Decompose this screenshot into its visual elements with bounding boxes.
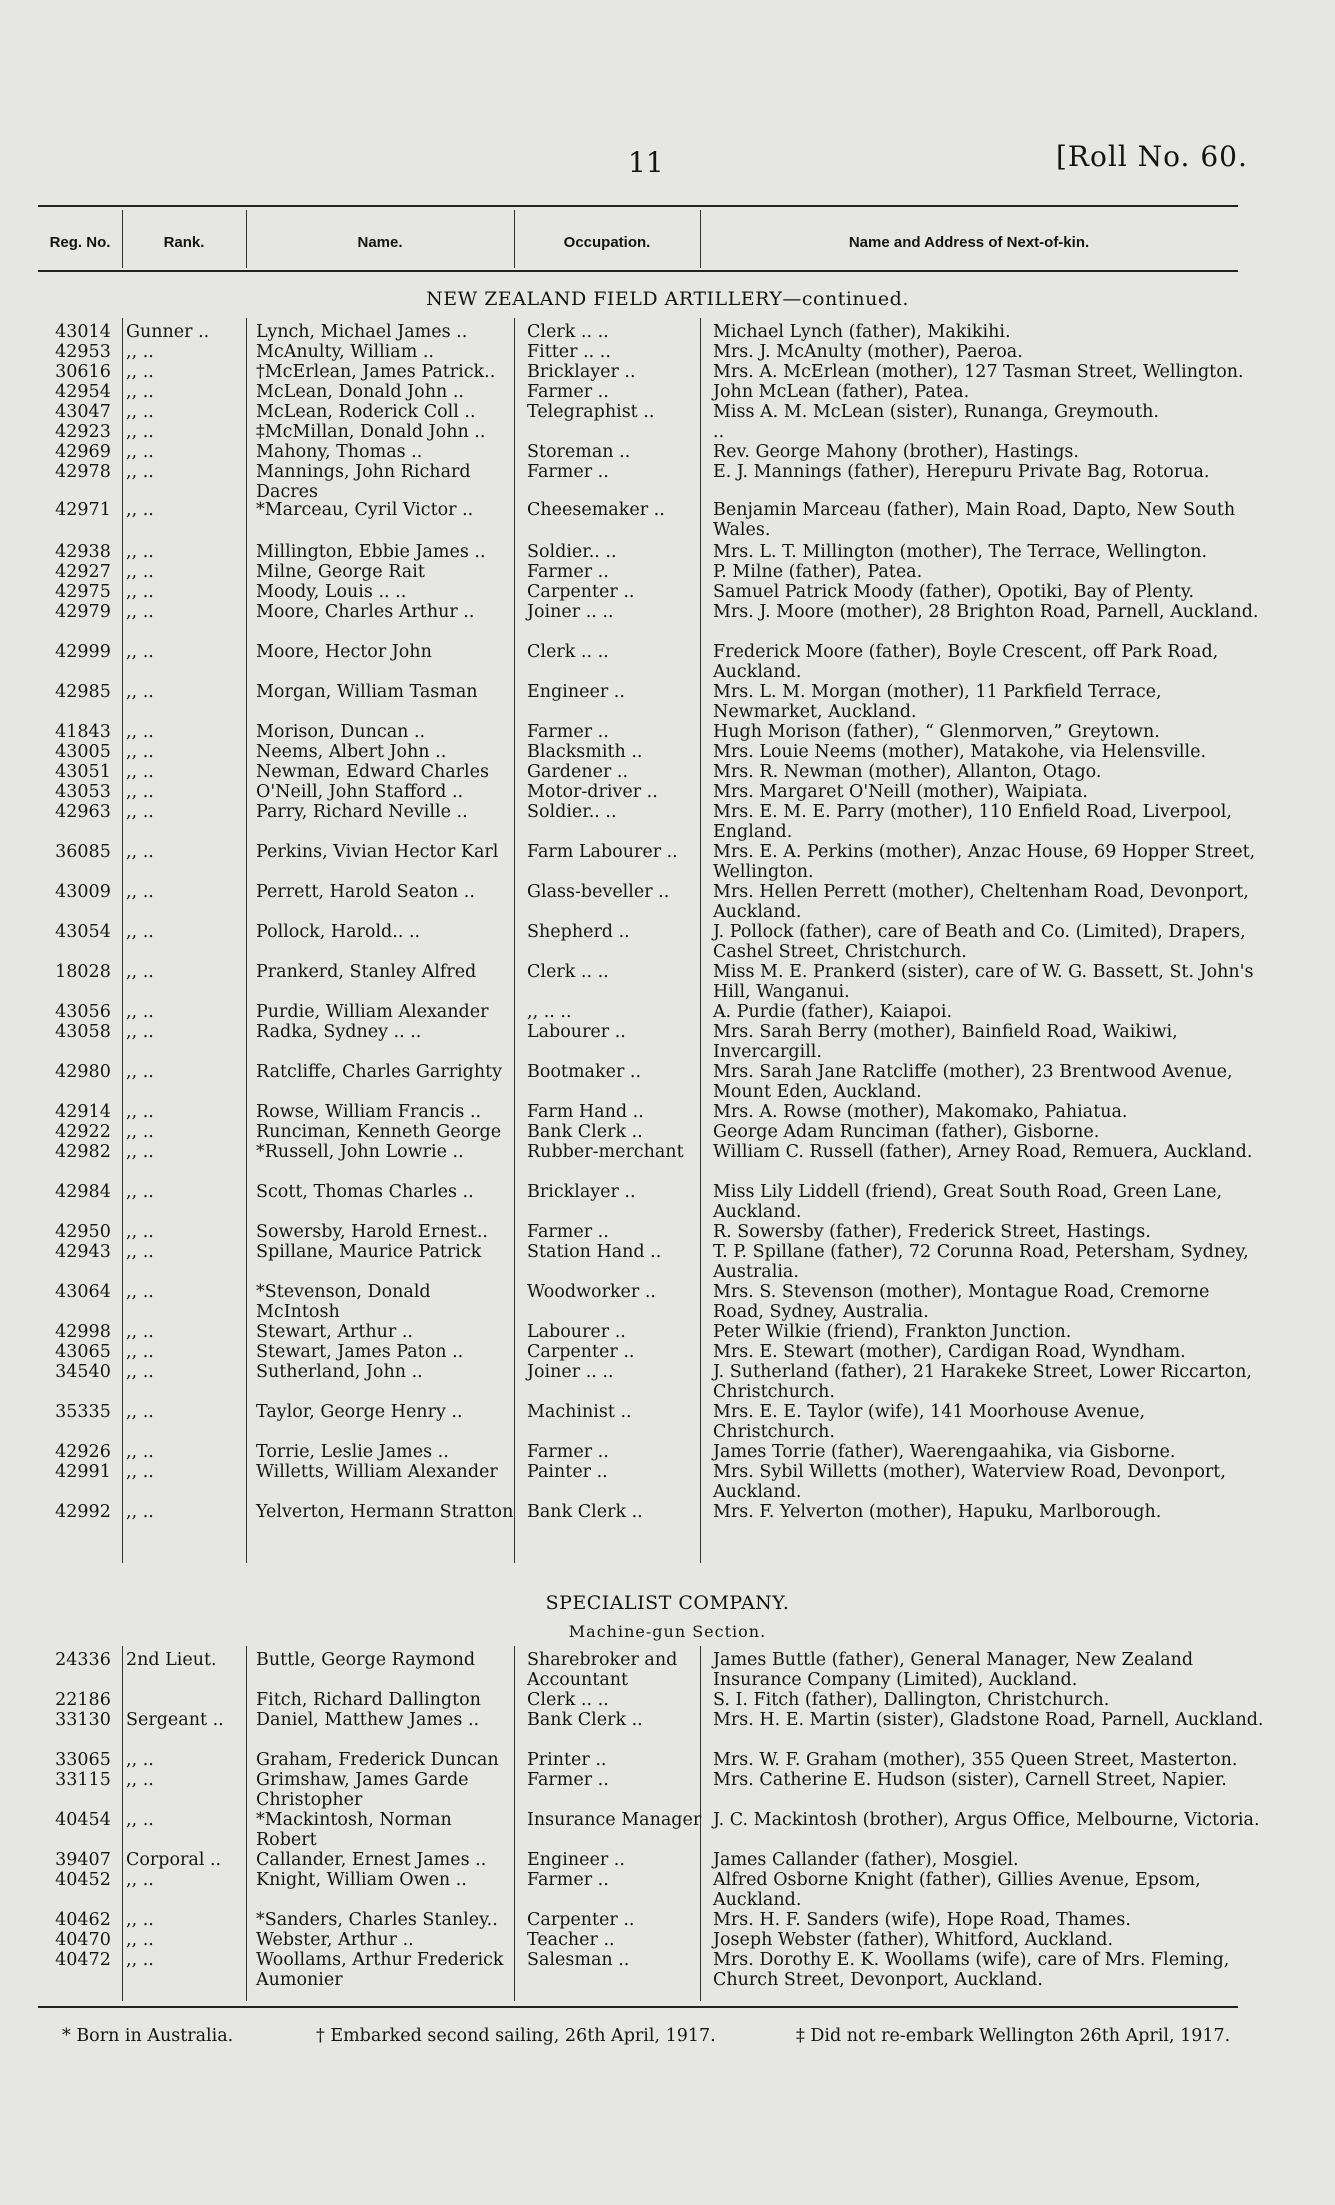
name-cell: Daniel, Matthew James .. (256, 1710, 480, 1730)
reg-number-cell: 42914 (55, 1102, 111, 1122)
reg-number-cell: 35335 (55, 1402, 111, 1422)
reg-number-cell: 42991 (55, 1462, 111, 1482)
occupation-cell: Soldier.. .. (527, 542, 617, 562)
reg-number-cell: 40470 (55, 1930, 111, 1950)
name-cell: †McErlean, James Patrick.. (256, 362, 496, 382)
rank-cell: ,, .. (126, 1870, 154, 1890)
rank-cell: ,, .. (126, 642, 154, 662)
column-divider (122, 318, 123, 1563)
name-cell: Moore, Charles Arthur .. (256, 602, 475, 622)
next-of-kin-cell: Mrs. L. M. Morgan (mother), 11 Parkfield Terrace, Newmarket, Auckland. (713, 682, 1162, 722)
name-cell: Milne, George Rait (256, 562, 425, 582)
next-of-kin-cell: Miss Lily Liddell (friend), Great South Road, Green Lane, Auckland. (713, 1182, 1223, 1222)
occupation-cell: Storeman .. (527, 442, 631, 462)
reg-number-cell: 43064 (55, 1282, 111, 1302)
occupation-cell: Labourer .. (527, 1322, 626, 1342)
section-heading-nzfa: NEW ZEALAND FIELD ARTILLERY—continued. (426, 288, 909, 310)
next-of-kin-cell: Benjamin Marceau (father), Main Road, Dapto, New South Wales. (713, 500, 1236, 540)
occupation-cell: Station Hand .. (527, 1242, 662, 1262)
occupation-cell: Printer .. (527, 1750, 607, 1770)
occupation-cell: Woodworker .. (527, 1282, 656, 1302)
name-cell: Taylor, George Henry .. (256, 1402, 463, 1422)
next-of-kin-cell: Michael Lynch (father), Makikihi. (713, 322, 1011, 342)
col-header-name: Name. (357, 233, 403, 251)
occupation-cell: Joiner .. .. (527, 1362, 614, 1382)
name-cell: Perkins, Vivian Hector Karl (256, 842, 499, 862)
reg-number-cell: 34540 (55, 1362, 111, 1382)
rank-cell: ,, .. (126, 1222, 154, 1242)
name-cell: *Russell, John Lowrie .. (256, 1142, 464, 1162)
column-divider (514, 210, 515, 268)
occupation-cell: Carpenter .. (527, 1342, 635, 1362)
rank-cell: ,, .. (126, 682, 154, 702)
name-cell: Moore, Hector John (256, 642, 432, 662)
column-divider (122, 210, 123, 268)
reg-number-cell: 42953 (55, 342, 111, 362)
occupation-cell: Glass-beveller .. (527, 882, 670, 902)
col-header-rank: Rank. (163, 233, 205, 251)
reg-number-cell: 43009 (55, 882, 111, 902)
next-of-kin-cell: Mrs. E. E. Taylor (wife), 141 Moorhouse Avenue, Christchurch. (713, 1402, 1146, 1442)
reg-number-cell: 42943 (55, 1242, 111, 1262)
rank-cell: ,, .. (126, 1002, 154, 1022)
reg-number-cell: 40472 (55, 1950, 111, 1970)
reg-number-cell: 33115 (55, 1770, 111, 1790)
occupation-cell: Bank Clerk .. (527, 1122, 643, 1142)
rank-cell: ,, .. (126, 1770, 154, 1790)
occupation-cell: Labourer .. (527, 1022, 626, 1042)
next-of-kin-cell: Mrs. Sarah Berry (mother), Bainfield Road, Waikiwi, Invercargill. (713, 1022, 1178, 1062)
rank-cell: ,, .. (126, 1122, 154, 1142)
reg-number-cell: 42927 (55, 562, 111, 582)
rank-cell: ,, .. (126, 542, 154, 562)
rank-cell: 2nd Lieut. (126, 1650, 217, 1670)
occupation-cell: Clerk .. .. (527, 962, 609, 982)
rank-cell: ,, .. (126, 362, 154, 382)
rank-cell: ,, .. (126, 882, 154, 902)
occupation-cell: Farmer .. (527, 382, 609, 402)
name-cell: Stewart, James Paton .. (256, 1342, 464, 1362)
rank-cell: ,, .. (126, 342, 154, 362)
reg-number-cell: 18028 (55, 962, 111, 982)
name-cell: *Stevenson, Donald McIntosh (256, 1282, 431, 1322)
rank-cell: ,, .. (126, 802, 154, 822)
occupation-cell: Bootmaker .. (527, 1062, 642, 1082)
reg-number-cell: 43051 (55, 762, 111, 782)
rank-cell: ,, .. (126, 1930, 154, 1950)
reg-number-cell: 40452 (55, 1870, 111, 1890)
name-cell: Prankerd, Stanley Alfred (256, 962, 477, 982)
rank-cell: ,, .. (126, 1810, 154, 1830)
next-of-kin-cell: Mrs. E. Stewart (mother), Cardigan Road, Wyndham. (713, 1342, 1186, 1362)
occupation-cell: Farmer .. (527, 462, 609, 482)
occupation-cell: Bank Clerk .. (527, 1502, 643, 1522)
rank-cell: ,, .. (126, 782, 154, 802)
next-of-kin-cell: A. Purdie (father), Kaiapoi. (713, 1002, 953, 1022)
next-of-kin-cell: Mrs. W. F. Graham (mother), 355 Queen Street, Masterton. (713, 1750, 1238, 1770)
name-cell: Pollock, Harold.. .. (256, 922, 421, 942)
reg-number-cell: 24336 (55, 1650, 111, 1670)
next-of-kin-cell: John McLean (father), Patea. (713, 382, 970, 402)
next-of-kin-cell: William C. Russell (father), Arney Road, Remuera, Auckland. (713, 1142, 1253, 1162)
next-of-kin-cell: Peter Wilkie (friend), Frankton Junction. (713, 1322, 1072, 1342)
name-cell: Torrie, Leslie James .. (256, 1442, 449, 1462)
next-of-kin-cell: Mrs. A. McErlean (mother), 127 Tasman Street, Wellington. (713, 362, 1244, 382)
name-cell: ‡McMillan, Donald John .. (256, 422, 486, 442)
col-header-kin: Name and Address of Next-of-kin. (848, 233, 1090, 251)
reg-number-cell: 43054 (55, 922, 111, 942)
occupation-cell: Sharebroker and Accountant (527, 1650, 678, 1690)
occupation-cell: Bricklayer .. (527, 362, 636, 382)
reg-number-cell: 36085 (55, 842, 111, 862)
rank-cell: ,, .. (126, 962, 154, 982)
column-divider (700, 210, 701, 268)
reg-number-cell: 42923 (55, 422, 111, 442)
next-of-kin-cell: Mrs. Louie Neems (mother), Matakohe, via Helensville. (713, 742, 1207, 762)
rank-cell: ,, .. (126, 842, 154, 862)
name-cell: *Marceau, Cyril Victor .. (256, 500, 474, 520)
reg-number-cell: 33130 (55, 1710, 111, 1730)
section-heading-specialist: SPECIALIST COMPANY. (545, 1592, 790, 1614)
name-cell: Purdie, William Alexander (256, 1002, 489, 1022)
next-of-kin-cell: Miss A. M. McLean (sister), Runanga, Greymouth. (713, 402, 1159, 422)
occupation-cell: Salesman .. (527, 1950, 630, 1970)
name-cell: Fitch, Richard Dallington (256, 1690, 481, 1710)
name-cell: Graham, Frederick Duncan (256, 1750, 499, 1770)
occupation-cell: ,, .. .. (527, 1002, 572, 1022)
reg-number-cell: 42985 (55, 682, 111, 702)
name-cell: Woollams, Arthur Frederick Aumonier (256, 1950, 504, 1990)
next-of-kin-cell: S. I. Fitch (father), Dallington, Christchurch. (713, 1690, 1110, 1710)
rank-cell: ,, .. (126, 1342, 154, 1362)
occupation-cell: Rubber-merchant (527, 1142, 684, 1162)
name-cell: Moody, Louis .. .. (256, 582, 407, 602)
rank-cell: ,, .. (126, 722, 154, 742)
page-number: 11 (628, 146, 664, 179)
name-cell: McAnulty, William .. (256, 342, 434, 362)
subsection-heading-machine-gun: Machine-gun Section. (568, 1622, 767, 1641)
name-cell: Runciman, Kenneth George (256, 1122, 502, 1142)
name-cell: Perrett, Harold Seaton .. (256, 882, 475, 902)
reg-number-cell: 30616 (55, 362, 111, 382)
next-of-kin-cell: Mrs. E. M. E. Parry (mother), 110 Enfield Road, Liverpool, England. (713, 802, 1232, 842)
rank-cell: ,, .. (126, 442, 154, 462)
reg-number-cell: 43065 (55, 1342, 111, 1362)
name-cell: Newman, Edward Charles (256, 762, 489, 782)
next-of-kin-cell: P. Milne (father), Patea. (713, 562, 923, 582)
next-of-kin-cell: R. Sowersby (father), Frederick Street, Hastings. (713, 1222, 1151, 1242)
next-of-kin-cell: J. Pollock (father), care of Beath and Co. (Limited), Drapers, Cashel Street, Christchurch. (713, 922, 1246, 962)
rank-cell: ,, .. (126, 1910, 154, 1930)
occupation-cell: Painter .. (527, 1462, 608, 1482)
next-of-kin-cell: Mrs. J. Moore (mother), 28 Brighton Road, Parnell, Auckland. (713, 602, 1259, 622)
header-rule-top (38, 205, 1238, 207)
column-divider (122, 1646, 123, 2001)
occupation-cell: Carpenter .. (527, 1910, 635, 1930)
rank-cell: ,, .. (126, 1182, 154, 1202)
reg-number-cell: 42999 (55, 642, 111, 662)
next-of-kin-cell: George Adam Runciman (father), Gisborne. (713, 1122, 1100, 1142)
reg-number-cell: 42971 (55, 500, 111, 520)
rank-cell: ,, .. (126, 562, 154, 582)
next-of-kin-cell: J. C. Mackintosh (brother), Argus Office, Melbourne, Victoria. (713, 1810, 1260, 1830)
name-cell: Mannings, John Richard Dacres (256, 462, 471, 502)
rank-cell: ,, .. (126, 1062, 154, 1082)
rank-cell: ,, .. (126, 382, 154, 402)
name-cell: McLean, Roderick Coll .. (256, 402, 476, 422)
occupation-cell: Farmer .. (527, 562, 609, 582)
rank-cell: ,, .. (126, 1242, 154, 1262)
reg-number-cell: 43058 (55, 1022, 111, 1042)
rank-cell: ,, .. (126, 422, 154, 442)
rank-cell: ,, .. (126, 742, 154, 762)
header-rule-bottom (38, 270, 1238, 272)
rank-cell: ,, .. (126, 1102, 154, 1122)
next-of-kin-cell: Mrs. Margaret O'Neill (mother), Waipiata. (713, 782, 1088, 802)
rank-cell: ,, .. (126, 582, 154, 602)
occupation-cell: Farmer .. (527, 1770, 609, 1790)
next-of-kin-cell: Mrs. S. Stevenson (mother), Montague Road, Cremorne Road, Sydney, Australia. (713, 1282, 1210, 1322)
footnote-born-australia: * Born in Australia. (62, 2026, 234, 2046)
name-cell: Lynch, Michael James .. (256, 322, 468, 342)
occupation-cell: Clerk .. .. (527, 322, 609, 342)
next-of-kin-cell: Mrs. A. Rowse (mother), Makomako, Pahiatua. (713, 1102, 1128, 1122)
name-cell: Neems, Albert John .. (256, 742, 447, 762)
rank-cell: ,, .. (126, 1022, 154, 1042)
occupation-cell: Farmer .. (527, 722, 609, 742)
name-cell: *Mackintosh, Norman Robert (256, 1810, 452, 1850)
occupation-cell: Motor-driver .. (527, 782, 658, 802)
occupation-cell: Machinist .. (527, 1402, 632, 1422)
reg-number-cell: 43047 (55, 402, 111, 422)
name-cell: Webster, Arthur .. (256, 1930, 414, 1950)
column-divider (246, 318, 247, 1563)
occupation-cell: Joiner .. .. (527, 602, 614, 622)
reg-number-cell: 43014 (55, 322, 111, 342)
occupation-cell: Shepherd .. (527, 922, 630, 942)
next-of-kin-cell: Mrs. Sybil Willetts (mother), Waterview Road, Devonport, Auckland. (713, 1462, 1226, 1502)
footer-rule (38, 2006, 1238, 2008)
name-cell: Morgan, William Tasman (256, 682, 478, 702)
name-cell: Millington, Ebbie James .. (256, 542, 486, 562)
next-of-kin-cell: Mrs. H. E. Martin (sister), Gladstone Road, Parnell, Auckland. (713, 1710, 1264, 1730)
reg-number-cell: 42954 (55, 382, 111, 402)
next-of-kin-cell: Mrs. Sarah Jane Ratcliffe (mother), 23 Brentwood Avenue, Mount Eden, Auckland. (713, 1062, 1233, 1102)
occupation-cell: Carpenter .. (527, 582, 635, 602)
next-of-kin-cell: Hugh Morison (father), “ Glenmorven,” Greytown. (713, 722, 1160, 742)
occupation-cell: Fitter .. .. (527, 342, 611, 362)
roll-number: [Roll No. 60. (1056, 140, 1248, 173)
reg-number-cell: 42979 (55, 602, 111, 622)
name-cell: Knight, William Owen .. (256, 1870, 467, 1890)
occupation-cell: Engineer .. (527, 682, 625, 702)
reg-number-cell: 42984 (55, 1182, 111, 1202)
rank-cell: ,, .. (126, 922, 154, 942)
rank-cell: ,, .. (126, 602, 154, 622)
occupation-cell: Farmer .. (527, 1222, 609, 1242)
occupation-cell: Blacksmith .. (527, 742, 643, 762)
rank-cell: Corporal .. (126, 1850, 222, 1870)
next-of-kin-cell: E. J. Mannings (father), Herepuru Private Bag, Rotorua. (713, 462, 1210, 482)
reg-number-cell: 42998 (55, 1322, 111, 1342)
occupation-cell: Soldier.. .. (527, 802, 617, 822)
next-of-kin-cell: Joseph Webster (father), Whitford, Auckland. (713, 1930, 1114, 1950)
reg-number-cell: 43056 (55, 1002, 111, 1022)
name-cell: Rowse, William Francis .. (256, 1102, 482, 1122)
reg-number-cell: 42969 (55, 442, 111, 462)
next-of-kin-cell: .. (713, 422, 725, 442)
next-of-kin-cell: Mrs. L. T. Millington (mother), The Terrace, Wellington. (713, 542, 1208, 562)
name-cell: *Sanders, Charles Stanley.. (256, 1910, 498, 1930)
next-of-kin-cell: Alfred Osborne Knight (father), Gillies Avenue, Epsom, Auckland. (713, 1870, 1201, 1910)
rank-cell: ,, .. (126, 1282, 154, 1302)
occupation-cell: Insurance Manager (527, 1810, 702, 1830)
occupation-cell: Farmer .. (527, 1870, 609, 1890)
rank-cell: ,, .. (126, 1462, 154, 1482)
next-of-kin-cell: Mrs. Hellen Perrett (mother), Cheltenham Road, Devonport, Auckland. (713, 882, 1249, 922)
rank-cell: ,, .. (126, 1950, 154, 1970)
next-of-kin-cell: Mrs. Dorothy E. K. Woollams (wife), care of Mrs. Fleming, Church Street, Devonport, Auckland. (713, 1950, 1230, 1990)
reg-number-cell: 42980 (55, 1062, 111, 1082)
rank-cell: Gunner .. (126, 322, 210, 342)
reg-number-cell: 42982 (55, 1142, 111, 1162)
reg-number-cell: 41843 (55, 722, 111, 742)
name-cell: Sowersby, Harold Ernest.. (256, 1222, 488, 1242)
next-of-kin-cell: Mrs. H. F. Sanders (wife), Hope Road, Thames. (713, 1910, 1131, 1930)
name-cell: Stewart, Arthur .. (256, 1322, 413, 1342)
rank-cell: ,, .. (126, 1442, 154, 1462)
occupation-cell: Bank Clerk .. (527, 1710, 643, 1730)
reg-number-cell: 42950 (55, 1222, 111, 1242)
reg-number-cell: 42922 (55, 1122, 111, 1142)
next-of-kin-cell: Mrs. J. McAnulty (mother), Paeroa. (713, 342, 1023, 362)
rank-cell: ,, .. (126, 1142, 154, 1162)
reg-number-cell: 40454 (55, 1810, 111, 1830)
rank-cell: ,, .. (126, 1502, 154, 1522)
reg-number-cell: 39407 (55, 1850, 111, 1870)
reg-number-cell: 42938 (55, 542, 111, 562)
next-of-kin-cell: Mrs. F. Yelverton (mother), Hapuku, Marlborough. (713, 1502, 1162, 1522)
name-cell: Morison, Duncan .. (256, 722, 426, 742)
rank-cell: ,, .. (126, 402, 154, 422)
name-cell: Spillane, Maurice Patrick (256, 1242, 482, 1262)
reg-number-cell: 42978 (55, 462, 111, 482)
reg-number-cell: 33065 (55, 1750, 111, 1770)
name-cell: Sutherland, John .. (256, 1362, 423, 1382)
next-of-kin-cell: Mrs. Catherine E. Hudson (sister), Carnell Street, Napier. (713, 1770, 1227, 1790)
name-cell: Radka, Sydney .. .. (256, 1022, 422, 1042)
rank-cell: ,, .. (126, 1750, 154, 1770)
name-cell: Buttle, George Raymond (256, 1650, 476, 1670)
rank-cell: ,, .. (126, 500, 154, 520)
reg-number-cell: 43005 (55, 742, 111, 762)
next-of-kin-cell: Samuel Patrick Moody (father), Opotiki, Bay of Plenty. (713, 582, 1195, 602)
rank-cell: Sergeant .. (126, 1710, 224, 1730)
column-divider (246, 1646, 247, 2001)
col-header-occupation: Occupation. (563, 233, 651, 251)
next-of-kin-cell: T. P. Spillane (father), 72 Corunna Road, Petersham, Sydney, Australia. (713, 1242, 1249, 1282)
occupation-cell: Farm Labourer .. (527, 842, 678, 862)
reg-number-cell: 42926 (55, 1442, 111, 1462)
next-of-kin-cell: James Callander (father), Mosgiel. (713, 1850, 1019, 1870)
name-cell: Willetts, William Alexander (256, 1462, 498, 1482)
next-of-kin-cell: Miss M. E. Prankerd (sister), care of W. G. Bassett, St. John's Hill, Wanganui. (713, 962, 1254, 1002)
rank-cell: ,, .. (126, 1402, 154, 1422)
occupation-cell: Farmer .. (527, 1442, 609, 1462)
footnote-did-not-reembark: ‡ Did not re-embark Wellington 26th April, 1917. (796, 2026, 1231, 2046)
occupation-cell: Teacher .. (527, 1930, 615, 1950)
rank-cell: ,, .. (126, 1362, 154, 1382)
next-of-kin-cell: Mrs. E. A. Perkins (mother), Anzac House, 69 Hopper Street, Wellington. (713, 842, 1256, 882)
occupation-cell: Clerk .. .. (527, 1690, 609, 1710)
name-cell: Grimshaw, James Garde Christopher (256, 1770, 469, 1810)
rank-cell: ,, .. (126, 462, 154, 482)
name-cell: McLean, Donald John .. (256, 382, 464, 402)
next-of-kin-cell: Rev. George Mahony (brother), Hastings. (713, 442, 1079, 462)
footnote-embarked: † Embarked second sailing, 26th April, 1917. (316, 2026, 716, 2046)
occupation-cell: Bricklayer .. (527, 1182, 636, 1202)
occupation-cell: Telegraphist .. (527, 402, 655, 422)
occupation-cell: Cheesemaker .. (527, 500, 665, 520)
name-cell: O'Neill, John Stafford .. (256, 782, 464, 802)
next-of-kin-cell: Mrs. R. Newman (mother), Allanton, Otago. (713, 762, 1102, 782)
next-of-kin-cell: James Torrie (father), Waerengaahika, via Gisborne. (713, 1442, 1176, 1462)
reg-number-cell: 43053 (55, 782, 111, 802)
reg-number-cell: 42992 (55, 1502, 111, 1522)
col-header-reg: Reg. No. (49, 233, 111, 251)
reg-number-cell: 22186 (55, 1690, 111, 1710)
name-cell: Callander, Ernest James .. (256, 1850, 487, 1870)
rank-cell: ,, .. (126, 762, 154, 782)
name-cell: Parry, Richard Neville .. (256, 802, 468, 822)
name-cell: Scott, Thomas Charles .. (256, 1182, 474, 1202)
next-of-kin-cell: James Buttle (father), General Manager, New Zealand Insurance Company (Limited), Auckland. (713, 1650, 1194, 1690)
name-cell: Ratcliffe, Charles Garrighty (256, 1062, 503, 1082)
reg-number-cell: 42963 (55, 802, 111, 822)
occupation-cell: Gardener .. (527, 762, 629, 782)
occupation-cell: Farm Hand .. (527, 1102, 644, 1122)
rank-cell: ,, .. (126, 1322, 154, 1342)
name-cell: Mahony, Thomas .. (256, 442, 423, 462)
column-divider (246, 210, 247, 268)
occupation-cell: Clerk .. .. (527, 642, 609, 662)
occupation-cell: Engineer .. (527, 1850, 625, 1870)
reg-number-cell: 42975 (55, 582, 111, 602)
name-cell: Yelverton, Hermann Stratton (256, 1502, 514, 1522)
next-of-kin-cell: Frederick Moore (father), Boyle Crescent, off Park Road, Auckland. (713, 642, 1219, 682)
reg-number-cell: 40462 (55, 1910, 111, 1930)
next-of-kin-cell: J. Sutherland (father), 21 Harakeke Street, Lower Riccarton, Christchurch. (713, 1362, 1252, 1402)
